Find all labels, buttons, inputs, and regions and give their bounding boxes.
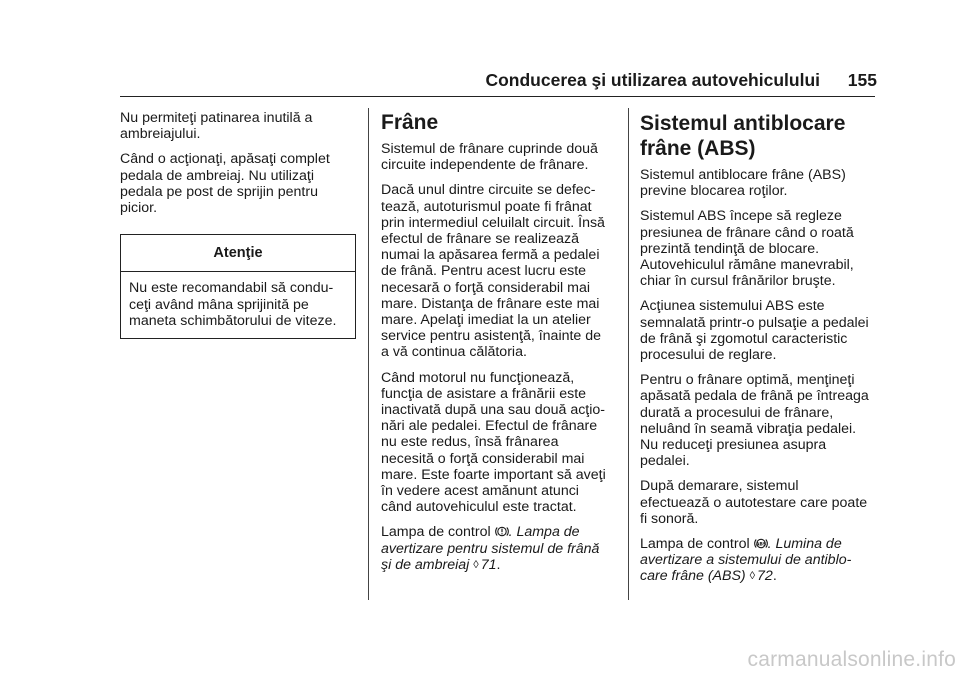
column-3 (640, 110, 878, 594)
page-ref-link[interactable]: 72 (757, 568, 773, 585)
page-header (0, 70, 960, 100)
brake-warning-icon (495, 524, 509, 539)
lamp-ref-text: şi de ambreiaj (381, 556, 474, 573)
lamp-prefix: Lampa de control (381, 524, 495, 541)
lamp-reference (381, 524, 616, 573)
paragraph: Nu permiteţi patinarea inutilă a ambreiajului. (120, 110, 313, 143)
lamp-ref-text: . Lumina de (767, 536, 842, 553)
lamp-ref-text: avertizare pentru sistemul de frână (381, 540, 600, 557)
lamp-prefix: Lampa de control (640, 536, 754, 553)
ref-suffix: . (772, 568, 777, 585)
column-1 (120, 110, 356, 339)
warning-title: Atenţie (121, 235, 355, 272)
section-heading-brakes: Frâne (381, 111, 439, 134)
lamp-reference (640, 536, 878, 585)
column-divider (628, 108, 629, 600)
header-title: Conducerea şi utilizarea autovehiculului (485, 70, 820, 90)
header-rule (120, 96, 875, 97)
page-number: 155 (847, 70, 877, 90)
page-ref-arrow: ◊ (749, 570, 756, 583)
lamp-ref-text: . Lampa de (508, 524, 580, 541)
column-2 (381, 110, 616, 582)
column-divider (368, 108, 369, 600)
paragraph: Sistemul de frânare cuprinde două circuite independente de frânare. (381, 141, 598, 174)
svg-text:ABS: ABS (755, 542, 766, 548)
watermark: carmanualsonline.info (747, 648, 956, 671)
warning-box (120, 234, 356, 339)
page-ref-link[interactable]: 71 (480, 556, 497, 573)
lamp-ref-text: avertizare a sistemului de antiblo- (640, 552, 852, 569)
abs-icon (754, 536, 768, 551)
paragraph: Pentru o frânare optimă, menţineţi apăsată pedala de frână pe întreaga durată a procesului de frânare, neluând în seamă vibraţia pedalei. Nu reduceţi presiunea asupra pedalei. (640, 372, 869, 470)
page-ref-arrow: ◊ (473, 558, 479, 571)
section-heading-abs: Sistemul antiblocare frâne (ABS) (640, 112, 846, 160)
paragraph: Sistemul ABS începe să regleze presiunea de frânare când o roată prezintă tendinţă de blocare. Autovehiculul rămâne manevrabil, chiar în cursul frânărilor bruşte. (640, 208, 854, 290)
lamp-ref-text: care frâne (ABS) (640, 568, 750, 585)
paragraph: Când o acţionaţi, apăsaţi complet pedala de ambreiaj. Nu utilizaţi pedala pe post de sprijin pentru picior. (120, 151, 330, 217)
paragraph: Sistemul antiblocare frâne (ABS) previne blocarea roţilor. (640, 167, 846, 200)
ref-suffix: . (496, 556, 501, 573)
paragraph: Când motorul nu funcţionează, funcţia de asistare a frânării este inactivată după una sau două acţio- nări ale pedalei. Efectul de frânare nu este redus, însă frânarea necesită o forţă considerabil mai mare. Este foarte important să aveţi în vedere acest amănunt atunci când autovehiculul este tractat. (381, 369, 606, 516)
paragraph: După demarare, sistemul efectuează o autotestare care poate fi sonoră. (640, 478, 868, 527)
paragraph: Dacă unul dintre circuite se defec- tează, autoturismul poate fi frânat prin intermediul celuilalt circuit. Însă efectul de frânare se realizează numai la apăsarea fermă a pedalei de frână. Pentru acest lucru este necesară o forţă considerabil mai mare. Distanţa de frânare este mai mare. Apelaţi imediat la un atelier service pentru asistenţă, înainte de a vă continua călătoria. (381, 182, 605, 361)
paragraph: Acţiunea sistemului ABS este semnalată printr-o pulsaţie a pedalei de frână şi zgomotul caracteristic procesului de reglare. (640, 298, 869, 364)
warning-body: Nu este recomandabil să condu- ceţi având mâna sprijinită pe maneta schimbătorului de viteze. (129, 280, 337, 329)
